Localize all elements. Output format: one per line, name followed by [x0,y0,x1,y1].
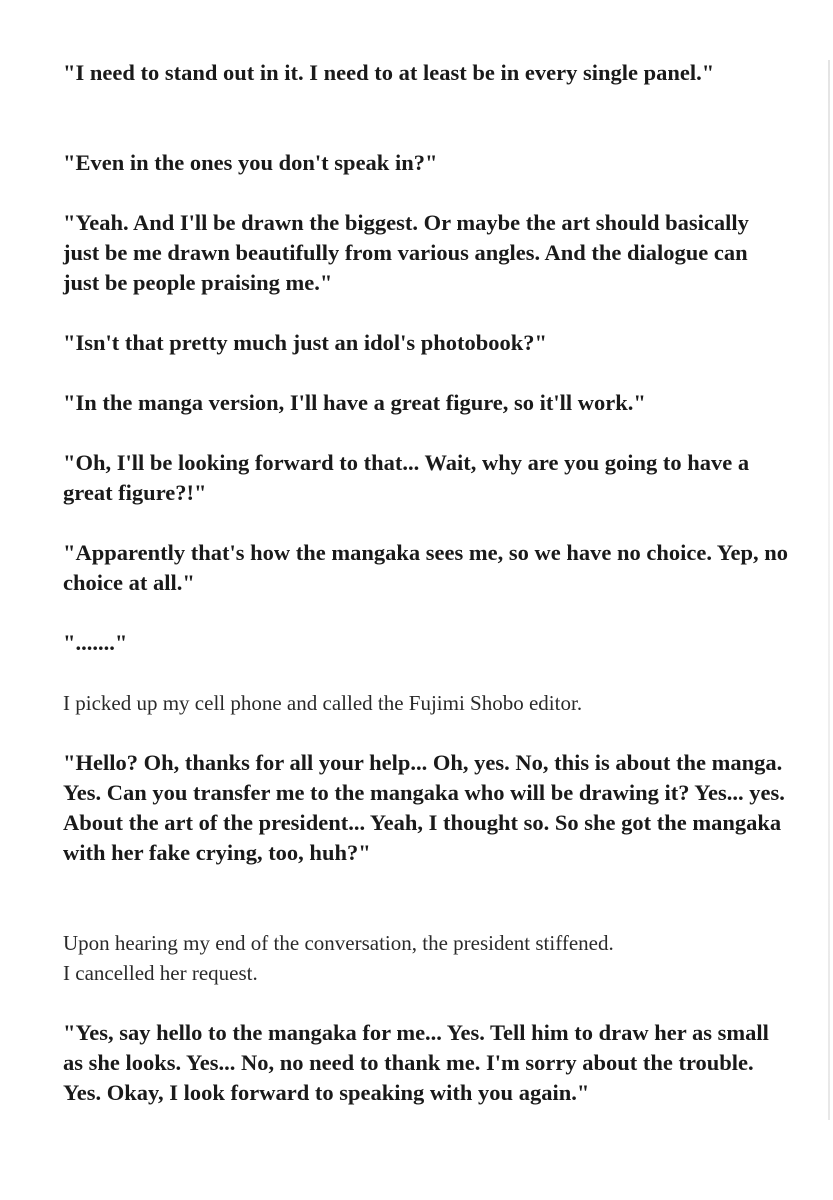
narration-paragraph: I cancelled her request. [63,961,258,985]
dialogue-paragraph: "Oh, I'll be looking forward to that... Wait, why are you going to have a great figure?!" [63,450,750,505]
dialogue-paragraph: "Yeah. And I'll be drawn the biggest. Or maybe the art should basically just be me drawn beautifully from various angles. And the dialogue can just be people praising me." [63,210,749,295]
dialogue-paragraph: "Isn't that pretty much just an idol's photobook?" [63,330,548,355]
dialogue-paragraph: "In the manga version, I'll have a great figure, so it'll work." [63,390,646,415]
narration-paragraph: Upon hearing my end of the conversation, the president stiffened. [63,931,614,955]
dialogue-paragraph: "......." [63,630,128,655]
dialogue-paragraph: "Apparently that's how the mangaka sees me, so we have no choice. Yep, no choice at all." [63,540,788,595]
dialogue-paragraph: "Even in the ones you don't speak in?" [63,150,438,175]
page-edge-shadow [828,60,830,1120]
dialogue-paragraph: "Yes, say hello to the mangaka for me... Yes. Tell him to draw her as small as she looks. Yes... No, no need to thank me. I'm sorry about the trouble. Yes. Okay, I look forward to speaking with you again." [63,1020,769,1105]
narration-paragraph: I picked up my cell phone and called the Fujimi Shobo editor. [63,691,583,715]
dialogue-paragraph: "Hello? Oh, thanks for all your help... Oh, yes. No, this is about the manga. Yes. Can you transfer me to the mangaka who will be drawing it? Yes... yes. About the art of the president... Yeah, I thought so. So she got the mangaka with her fake crying, too, huh?" [63,750,785,865]
dialogue-paragraph: "I need to stand out in it. I need to at least be in every single panel." [63,60,715,85]
